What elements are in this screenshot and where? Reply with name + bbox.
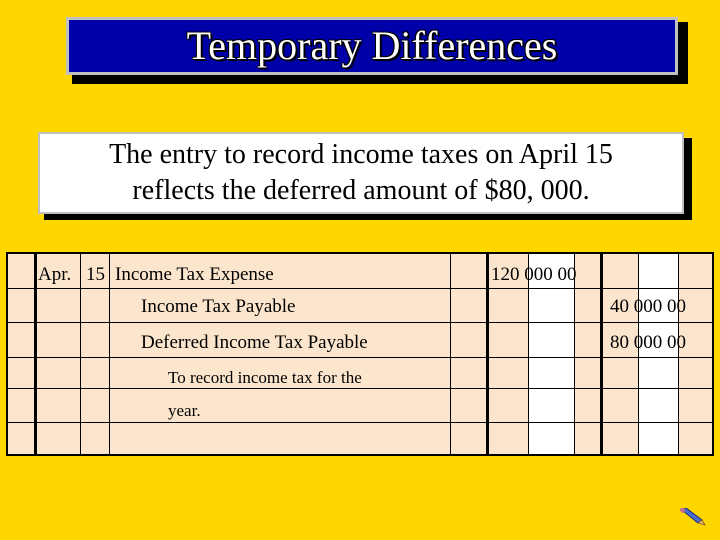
credit-amount: 80 000 00 [610,332,686,353]
column-line [600,254,603,454]
note-text [109,137,613,209]
title-banner [66,17,678,75]
debit-amount: 120 000 00 [491,264,577,285]
column-line [80,254,81,454]
note-line-1: The entry to record income taxes on April 15 [109,139,613,170]
journal-entry-table [6,252,714,456]
row-line [8,322,712,323]
column-line [486,254,489,454]
column-line [678,254,679,454]
slide-title: Temporary Differences [186,23,558,68]
column-line [34,254,37,454]
explanation-line-2: year. [168,401,201,420]
entry-month: Apr. [38,264,72,285]
credit-account-name: Deferred Income Tax Payable [141,332,368,353]
entry-day: 15 [86,264,105,285]
note-box [38,132,684,214]
note-line-2: reflects the deferred amount of $80, 000. [132,175,590,206]
column-line [638,254,639,454]
credit-cents-column [638,254,678,454]
column-line [450,254,451,454]
credit-amount: 40 000 00 [610,296,686,317]
explanation-line-1: To record income tax for the [168,368,362,387]
column-line [109,254,110,454]
debit-account-name: Income Tax Expense [115,264,274,285]
row-line [8,288,712,289]
pencil-icon[interactable] [680,508,706,526]
row-line [8,357,712,358]
credit-account-name: Income Tax Payable [141,296,296,317]
row-line [8,422,712,423]
